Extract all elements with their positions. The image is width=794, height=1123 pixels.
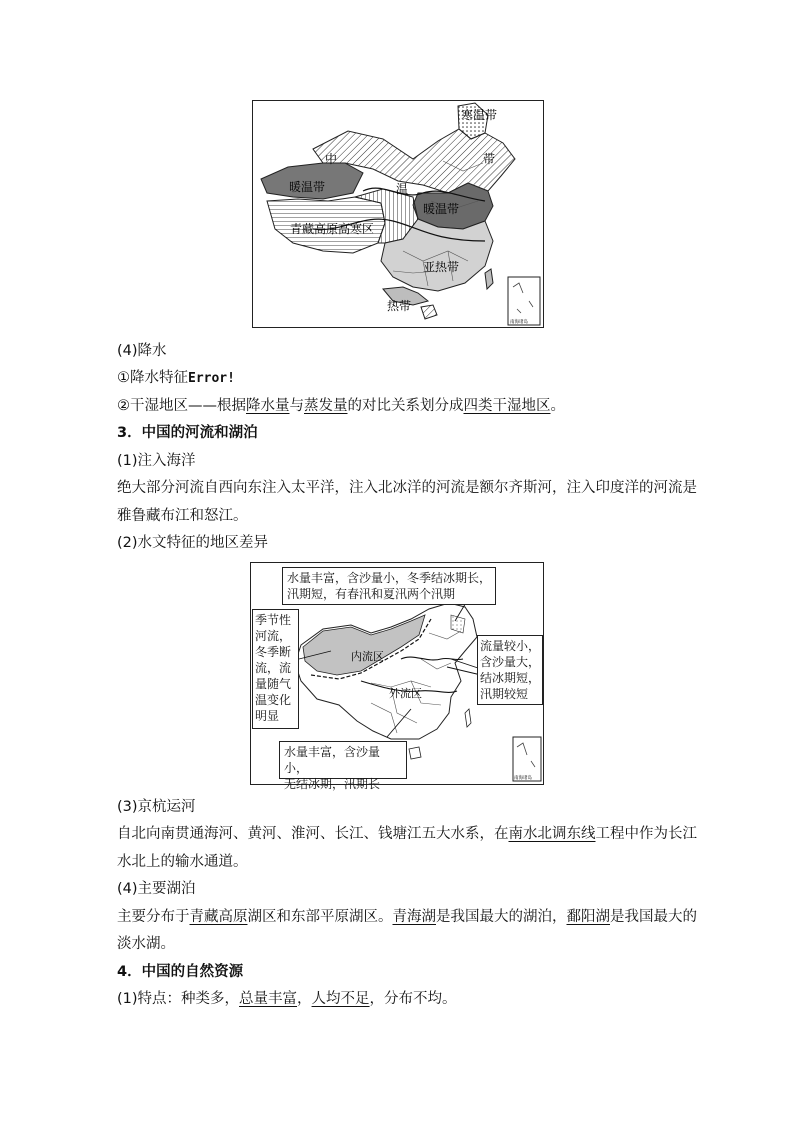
label-subtropical: 亚热带 [423,260,460,274]
right-box-line: 含沙量大， [480,655,541,669]
lakes-underline-3: 鄱阳湖 [566,909,610,925]
resources-line1 [117,989,457,1009]
lakes-text-a: 主要分布于 [117,909,190,925]
canal-sub3: (3)京杭运河 [117,799,196,815]
label-warm-temperate-west: 暖温带 [289,180,326,194]
lakes-sub4: (4)主要湖泊 [117,881,196,897]
resources-text-b: ， [297,991,312,1007]
precip-heading: (4)降水 [117,343,167,359]
resources-heading: 4．中国的自然资源 [117,964,244,980]
left-box-line: 河流， [255,629,292,643]
lakes-text-c: 是我国最大的湖泊， [436,909,567,925]
rivers-para1-line2: 雅鲁藏布江和怒江。 [117,508,248,524]
precip-item2-text-d: 。 [550,398,565,414]
rivers-sub1: (1)注入海洋 [117,453,196,469]
canal-line1 [117,824,697,844]
top-annotation-box [282,567,496,605]
left-box-line: 季节性 [255,613,292,627]
precip-item2-text-c: 的对比关系划分成 [347,398,464,414]
top-box-line1: 水量丰富，含沙量小，冬季结冰期长， [287,571,492,585]
resources-underline-2: 人均不足 [311,991,370,1007]
top-box-line2: 汛期短，有春汛和夏汛两个汛期 [287,587,456,601]
label-warm-temperate-east: 暖温带 [423,202,460,216]
canal-text-a: 自北向南贯通海河、黄河、淮河、长江、钱塘江五大水系，在 [117,826,509,842]
lakes-line1 [117,907,697,927]
left-box-line: 温变化 [255,693,292,707]
lakes-underline-1: 青藏高原 [189,909,248,925]
temperature-zone-map-svg [253,101,542,326]
label-temperate: 温 [396,182,409,196]
precip-underline-3: 四类干湿地区 [463,398,551,414]
south-sea-inset-2 [513,737,541,781]
lakes-text-d: 是我国最大的 [610,909,697,925]
hydrology-map [250,562,544,791]
left-annotation-box [252,609,299,729]
south-sea-inset [508,277,540,325]
bottom-box-line2: 无结冰期，汛期长 [284,777,381,791]
lakes-underline-2: 青海湖 [392,909,436,925]
right-box-line: 汛期较短 [480,687,529,701]
lakes-line2: 淡水湖。 [117,936,175,952]
label-inset: 南海诸岛 [510,320,528,325]
label-plateau: 青藏高原高寒区 [290,222,375,236]
precip-underline-1: 降水量 [246,398,290,414]
temperature-zone-map [252,100,544,328]
error-text: Error! [188,371,235,386]
label-inset-2: 南海诸岛 [514,776,532,781]
rivers-sub2: (2)水文特征的地区差异 [117,535,269,551]
left-box-line: 冬季断 [255,645,292,659]
label-tropical: 热带 [387,299,412,313]
precip-underline-2: 蒸发量 [304,398,348,414]
precip-item2-text-b: 与 [289,398,304,414]
bottom-annotation-box [279,741,407,791]
resources-underline-1: 总量丰富 [239,991,298,1007]
label-middle: 中 [325,152,338,166]
bottom-box-line1: 水量丰富，含沙量小， [284,745,381,775]
precip-item2 [117,396,565,416]
left-box-line: 流，流 [255,661,292,675]
label-cold-temperate: 寒温带 [461,108,498,122]
canal-line2: 水北上的输水通道。 [117,854,248,870]
taiwan-island [485,269,493,289]
right-box-line: 结冰期短， [480,671,541,685]
lakes-text-b: 湖区和东部平原湖区。 [247,909,393,925]
right-annotation-box [477,635,543,705]
left-box-line: 量随气 [255,677,292,691]
canal-underline: 南水北调东线 [508,826,596,842]
precip-item1-text: ①降水特征 [117,370,188,386]
resources-text-c: ，分布不均。 [369,991,457,1007]
rivers-heading: 3．中国的河流和湖泊 [117,425,258,441]
hainan-island [421,305,437,319]
precip-item2-text-a: ②干湿地区——根据 [117,398,246,414]
canal-text-b: 工程中作为长江 [595,826,697,842]
resources-text-a: (1)特点：种类多， [117,991,240,1007]
right-box-line: 流量较小， [480,639,541,653]
label-outer-flow: 外流区 [389,687,422,700]
precip-item1 [117,368,235,389]
left-box-line: 明显 [255,709,280,723]
label-belt: 带 [483,152,496,166]
label-inner-flow: 内流区 [351,650,384,663]
rivers-para1-line1: 绝大部分河流自西向东注入太平洋，注入北冰洋的河流是额尔齐斯河，注入印度洋的河流是 [117,480,697,496]
